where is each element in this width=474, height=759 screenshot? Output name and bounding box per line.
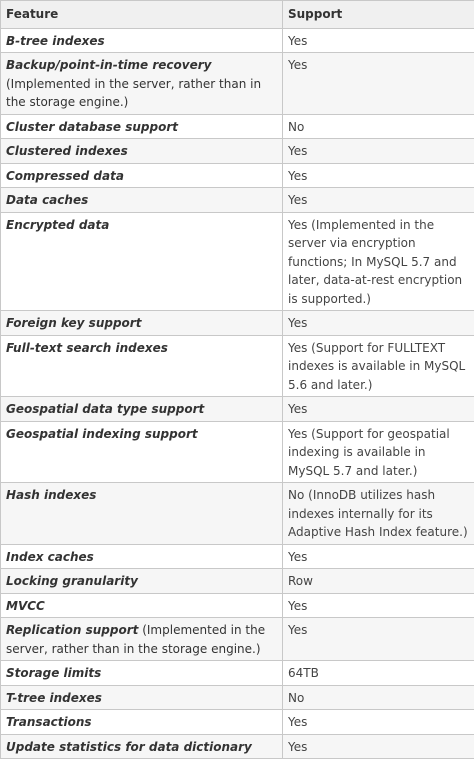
support-cell: Yes [283, 311, 474, 336]
feature-cell [1, 139, 283, 164]
feature-name: Data caches [6, 193, 88, 207]
feature-name: MVCC [6, 599, 45, 613]
feature-column-header: Feature [1, 1, 283, 29]
feature-name: Geospatial data type support [6, 402, 204, 416]
support-cell: No [283, 114, 474, 139]
feature-cell [1, 569, 283, 594]
table-row [1, 212, 474, 311]
feature-cell [1, 188, 283, 213]
support-cell: Yes (Implemented in the server via encryption functions; In MySQL 5.7 and later, data-at-rest encryption is supported.) [283, 212, 474, 311]
table-row [1, 335, 474, 397]
support-cell: Yes [283, 28, 474, 53]
feature-cell [1, 734, 283, 759]
feature-cell [1, 483, 283, 545]
feature-name: Full-text search indexes [6, 341, 168, 355]
feature-name: Index caches [6, 550, 94, 564]
feature-cell [1, 28, 283, 53]
support-cell: Yes [283, 397, 474, 422]
feature-cell [1, 335, 283, 397]
feature-name: Transactions [6, 715, 92, 729]
support-cell: Yes (Support for geospatial indexing is available in MySQL 5.7 and later.) [283, 421, 474, 483]
support-cell: Yes (Support for FULLTEXT indexes is available in MySQL 5.6 and later.) [283, 335, 474, 397]
support-cell: Yes [283, 734, 474, 759]
support-cell: Yes [283, 139, 474, 164]
feature-cell [1, 618, 283, 661]
feature-name: Cluster database support [6, 120, 178, 134]
table-row [1, 53, 474, 115]
feature-cell [1, 53, 283, 115]
feature-name: Geospatial indexing support [6, 427, 198, 441]
support-cell: Yes [283, 188, 474, 213]
feature-cell [1, 421, 283, 483]
support-cell: Yes [283, 593, 474, 618]
table-row [1, 710, 474, 735]
feature-cell [1, 114, 283, 139]
feature-cell [1, 661, 283, 686]
table-row [1, 421, 474, 483]
feature-cell [1, 593, 283, 618]
feature-note: (Implemented in the server, rather than in the storage engine.) [6, 77, 261, 110]
table-row [1, 593, 474, 618]
feature-cell [1, 544, 283, 569]
feature-name: Replication support [6, 623, 138, 637]
table-row [1, 311, 474, 336]
table-row [1, 569, 474, 594]
support-cell: Yes [283, 710, 474, 735]
support-cell: Yes [283, 163, 474, 188]
table-row [1, 661, 474, 686]
support-cell: Yes [283, 544, 474, 569]
table-row [1, 139, 474, 164]
feature-cell [1, 212, 283, 311]
feature-name: Storage limits [6, 666, 101, 680]
feature-cell [1, 163, 283, 188]
table-row [1, 734, 474, 759]
table-row [1, 685, 474, 710]
feature-name: Hash indexes [6, 488, 96, 502]
header-row [1, 1, 474, 29]
feature-name: Locking granularity [6, 574, 138, 588]
table-row [1, 618, 474, 661]
feature-name: Compressed data [6, 169, 124, 183]
feature-name: Encrypted data [6, 218, 109, 232]
feature-name: Update statistics for data dictionary [6, 740, 252, 754]
table-row [1, 544, 474, 569]
feature-note: (Implemented in the server, rather than in the storage engine.) [6, 623, 265, 656]
support-cell: Row [283, 569, 474, 594]
feature-name: Foreign key support [6, 316, 141, 330]
support-column-header: Support [283, 1, 474, 29]
feature-cell [1, 397, 283, 422]
support-cell: Yes [283, 53, 474, 115]
support-cell: Yes [283, 618, 474, 661]
table-row [1, 483, 474, 545]
feature-name: B-tree indexes [6, 34, 105, 48]
support-cell: 64TB [283, 661, 474, 686]
table-row [1, 397, 474, 422]
feature-name: Clustered indexes [6, 144, 128, 158]
feature-cell [1, 685, 283, 710]
table-body [1, 28, 474, 759]
support-cell: No [283, 685, 474, 710]
table-row [1, 163, 474, 188]
feature-name: T-tree indexes [6, 691, 102, 705]
table-row [1, 114, 474, 139]
feature-cell [1, 311, 283, 336]
support-cell: No (InnoDB utilizes hash indexes internally for its Adaptive Hash Index feature.) [283, 483, 474, 545]
table-row [1, 28, 474, 53]
feature-cell [1, 710, 283, 735]
feature-name: Backup/point-in-time recovery [6, 58, 211, 72]
table-row [1, 188, 474, 213]
